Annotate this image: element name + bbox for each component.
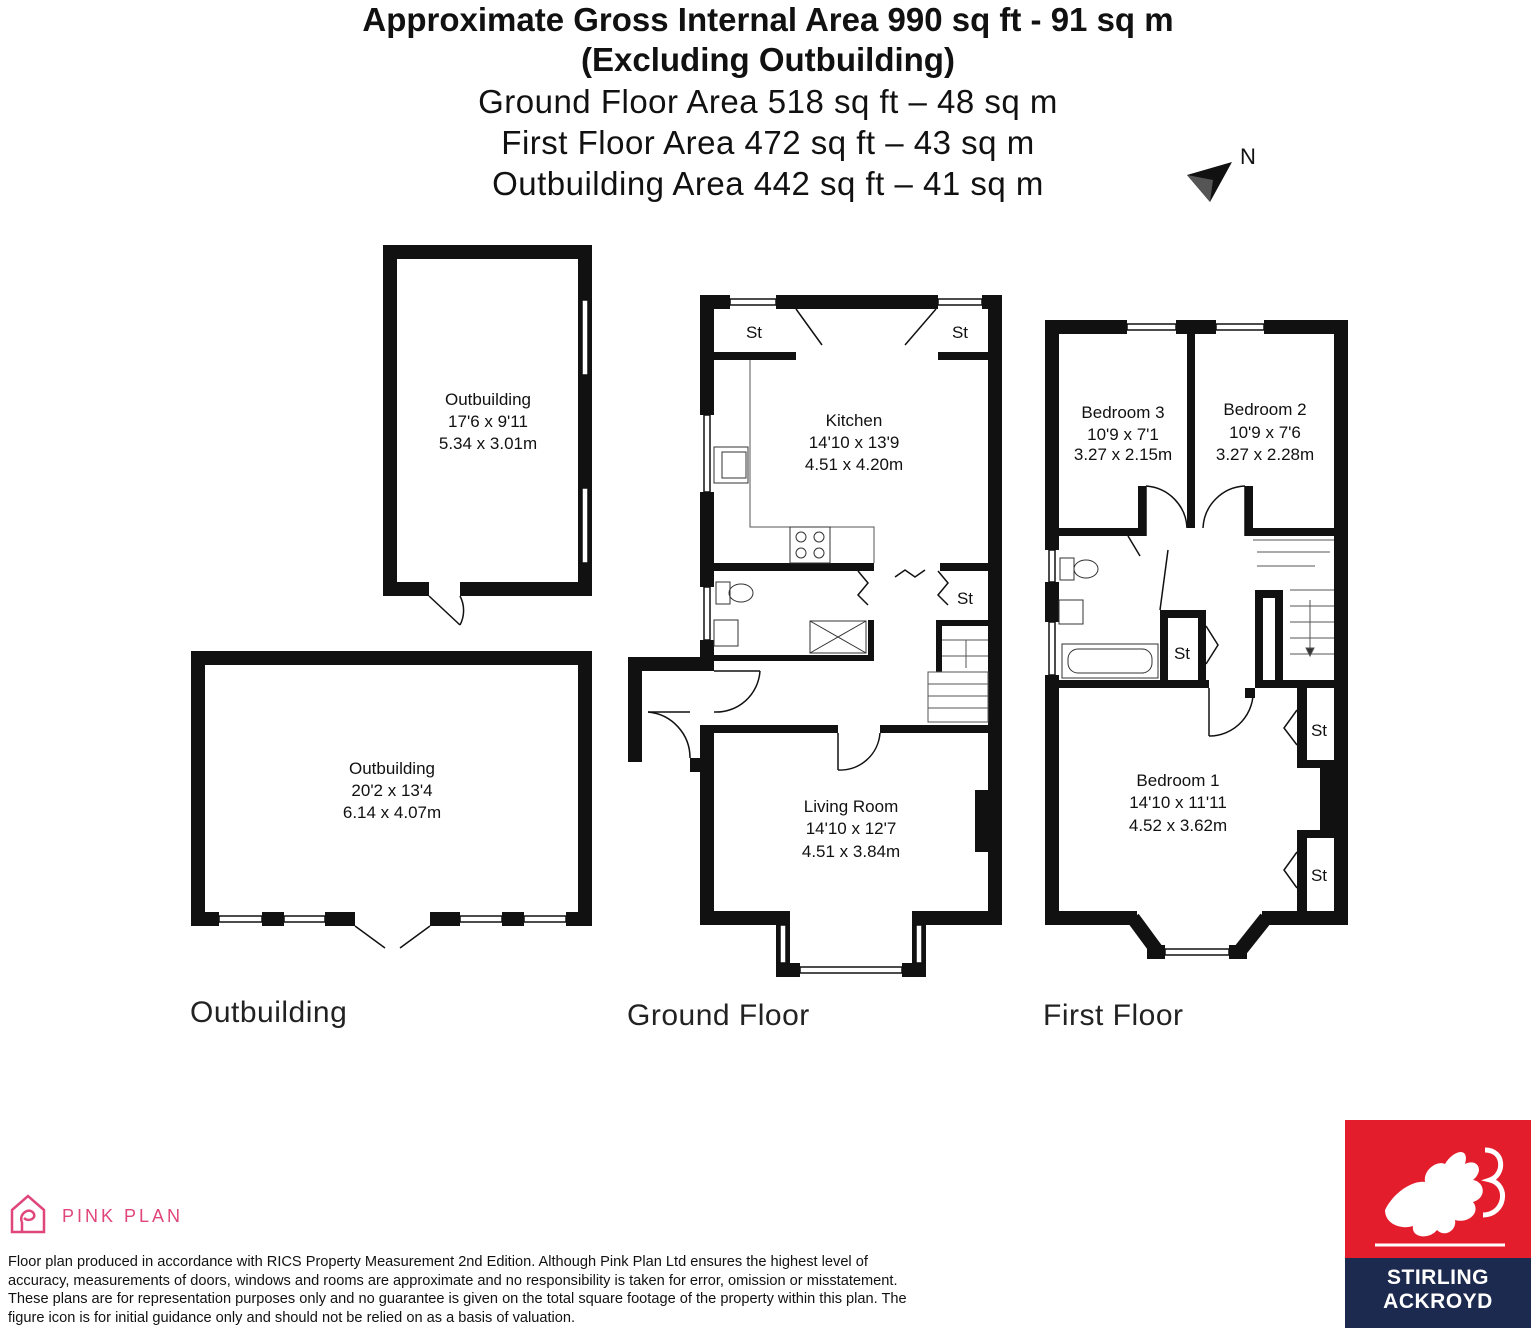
- bedroom3-name: Bedroom 3: [1081, 403, 1165, 422]
- brand-name: [1345, 1266, 1531, 1314]
- compass-n-label: N: [1240, 144, 1256, 169]
- bedroom2-imperial: 10'9 x 7'6: [1229, 423, 1301, 442]
- ground-wc-icon: [716, 582, 753, 604]
- label-bedroom1: [1129, 771, 1227, 835]
- label-bedroom2: [1216, 400, 1314, 464]
- griffin-icon: [1345, 1120, 1531, 1258]
- label-kitchen: [805, 411, 903, 474]
- floor-label-ground: Ground Floor: [627, 999, 810, 1032]
- store-label: St: [1310, 866, 1328, 885]
- first-wc-icon: [1060, 558, 1098, 580]
- brand-red-panel: [1345, 1120, 1531, 1258]
- kitchen-metric: 4.51 x 4.20m: [804, 455, 904, 474]
- label-outbuilding-small: [439, 390, 537, 453]
- label-living-room: [802, 797, 900, 861]
- floor-label-outbuilding: Outbuilding: [190, 996, 348, 1029]
- first-basin-icon: [1059, 600, 1083, 624]
- brand-line-2: ACKROYD: [1383, 1290, 1493, 1313]
- bedroom1-imperial: 14'10 x 11'11: [1129, 793, 1227, 812]
- compass-north-icon: [1187, 144, 1256, 202]
- outbuilding-small-metric: 5.34 x 3.01m: [438, 434, 538, 453]
- living-room-name: Living Room: [803, 797, 899, 816]
- outbuilding-small-name: Outbuilding: [444, 390, 532, 409]
- store-label: St: [745, 323, 763, 342]
- ground-basin-icon: [714, 620, 738, 646]
- store-label: St: [1310, 721, 1328, 740]
- pink-plan-logo-icon: [8, 1192, 52, 1236]
- hob-icon: [790, 527, 830, 563]
- bedroom2-metric: 3.27 x 2.28m: [1215, 445, 1315, 464]
- stirling-ackroyd-logo: [1345, 1120, 1531, 1328]
- store-label: St: [956, 589, 974, 608]
- bedroom1-name: Bedroom 1: [1136, 771, 1220, 790]
- excluding-note: (Excluding Outbuilding): [581, 41, 955, 78]
- disclaimer-text: Floor plan produced in accordance with RICS Property Measurement 2nd Edition. Although Pink Plan Ltd ensures the highest level of accuracy, measurements of doors, windows and rooms are approximate and no responsibility is taken for error, omission or misstatement. These plans are for representation purposes only and no guarantee is given on the total square footage of the property within this plan. The figure icon is for initial guidance only and should not be relied on as a basis of valuation.: [8, 1254, 907, 1326]
- bedroom3-metric: 3.27 x 2.15m: [1073, 445, 1173, 464]
- store-label: St: [951, 323, 969, 342]
- first-floor-bay: [1133, 918, 1266, 952]
- living-room-imperial: 14'10 x 12'7: [805, 819, 897, 838]
- outbuilding-small-door-icon: [429, 596, 464, 625]
- pink-plan-brand: PINK PLAN: [62, 1206, 184, 1226]
- outbuilding-large-imperial: 20'2 x 13'4: [351, 781, 433, 800]
- outbuilding-large-metric: 6.14 x 4.07m: [342, 803, 442, 822]
- outbuilding-area: Outbuilding Area 442 sq ft – 41 sq m: [492, 165, 1044, 202]
- floor-label-first: First Floor: [1043, 999, 1184, 1032]
- outbuilding-large-double-door-icon: [355, 926, 430, 948]
- bedroom2-name: Bedroom 2: [1223, 400, 1307, 419]
- label-outbuilding-large: [343, 759, 441, 822]
- bedroom1-metric: 4.52 x 3.62m: [1128, 816, 1228, 835]
- shower-tray-icon: [810, 621, 866, 653]
- ground-doors: [648, 309, 948, 770]
- outbuilding-large-name: Outbuilding: [348, 759, 436, 778]
- first-floor-area: First Floor Area 472 sq ft – 43 sq m: [501, 124, 1035, 161]
- kitchen-sink-icon: [714, 447, 748, 483]
- bedroom3-imperial: 10'9 x 7'1: [1087, 425, 1159, 444]
- kitchen-name: Kitchen: [825, 411, 883, 430]
- label-bedroom3: [1074, 403, 1172, 464]
- brand-line-1: STIRLING: [1387, 1266, 1489, 1289]
- gross-area-title: Approximate Gross Internal Area 990 sq ft - 91 sq m: [362, 1, 1174, 38]
- kitchen-imperial: 14'10 x 13'9: [808, 433, 900, 452]
- living-room-metric: 4.51 x 3.84m: [801, 842, 901, 861]
- ground-floor-walls: [628, 295, 1002, 977]
- outbuilding-small-imperial: 17'6 x 9'11: [448, 412, 528, 431]
- store-label: St: [1173, 644, 1191, 663]
- ground-floor-area: Ground Floor Area 518 sq ft – 48 sq m: [478, 83, 1058, 120]
- bath-icon: [1062, 644, 1158, 678]
